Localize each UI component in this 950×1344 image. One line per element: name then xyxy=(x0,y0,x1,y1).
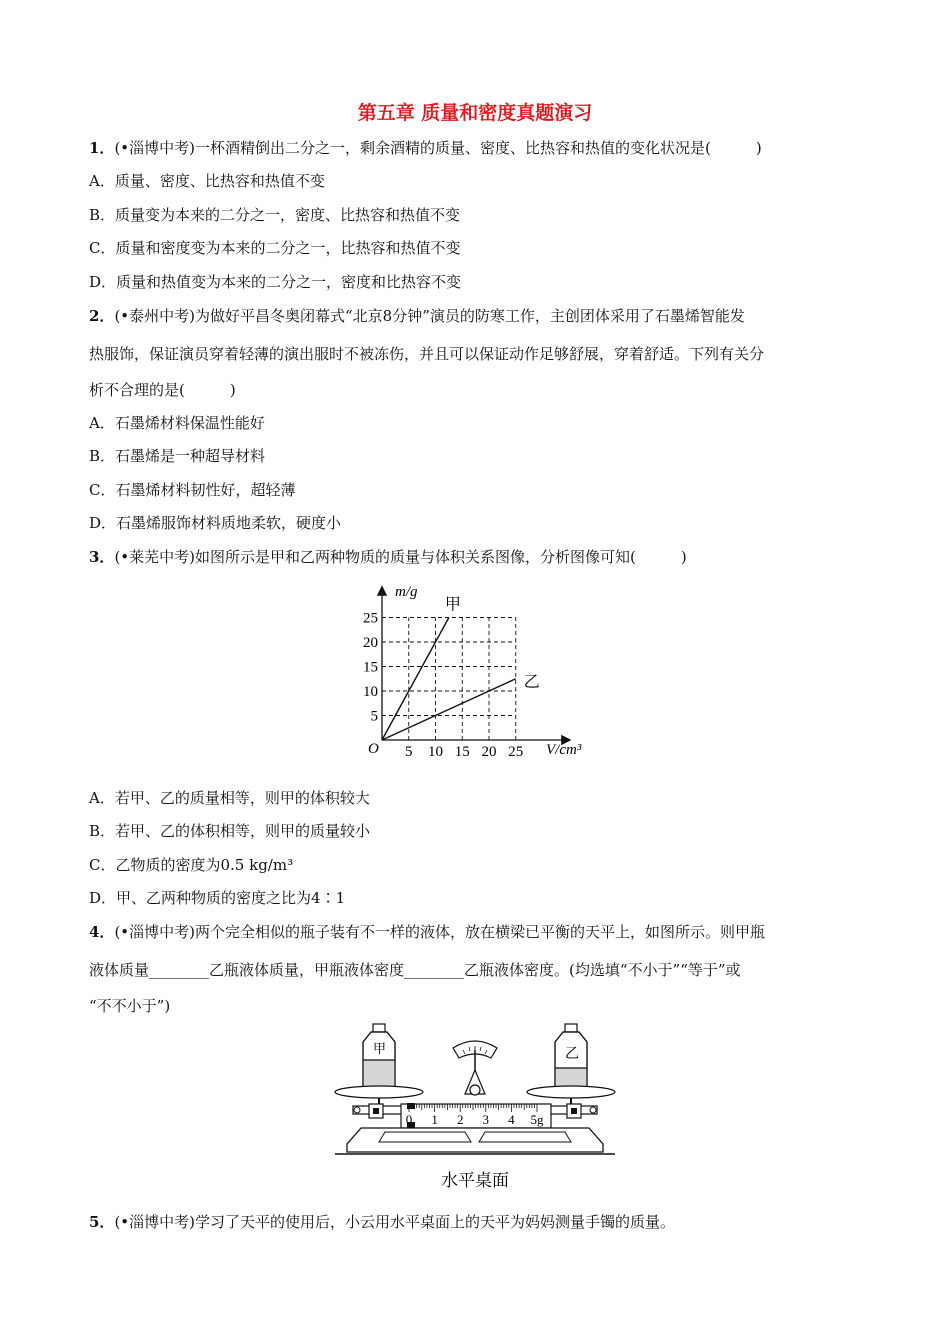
y-tick-label: 15 xyxy=(363,659,378,676)
stem-line: (•泰州中考)为做好平昌冬奥闭幕式“北京8分钟”演员的防寒工作，主创团体采用了石墨烯智能发 xyxy=(114,307,745,325)
left-bottle xyxy=(363,1024,395,1088)
stem-line: 析不合理的是( ) xyxy=(89,381,236,399)
option-a: A．若甲、乙的质量相等，则甲的体积较大 xyxy=(89,789,370,807)
left-bottle-label: 甲 xyxy=(373,1041,387,1056)
scale-label: 1 xyxy=(431,1112,438,1127)
option-a: A．石墨烯材料保温性能好 xyxy=(89,414,265,432)
stem-line: 液体质量________乙瓶液体质量，甲瓶液体密度________乙瓶液体密度。(均选填“不小于”“等于”或 xyxy=(89,961,741,979)
scale-ruler xyxy=(401,1104,551,1128)
stem-line: (•淄博中考)一杯酒精倒出二分之一，剩余酒精的质量、密度、比热容和热值的变化状况是( ) xyxy=(114,139,762,157)
page-title: 第五章 质量和密度真题演习 xyxy=(357,102,593,124)
y-tick-label: 20 xyxy=(363,635,378,651)
question-4-stem xyxy=(89,922,869,942)
question-number: 1． xyxy=(89,139,115,157)
chart-grid xyxy=(382,618,516,741)
right-bottle-label: 乙 xyxy=(565,1047,579,1062)
mass-volume-chart xyxy=(355,578,615,766)
option-c: C．乙物质的密度为0.5 kg/m³ xyxy=(89,856,294,874)
y-tick-label: 10 xyxy=(363,684,378,700)
scale-label: 3 xyxy=(482,1112,490,1127)
question-number: 3． xyxy=(89,548,115,566)
question-2-stem xyxy=(89,306,869,326)
question-number: 5． xyxy=(89,1213,115,1231)
x-tick-label: 10 xyxy=(428,744,443,760)
option-a: A．质量、密度、比热容和热值不变 xyxy=(89,172,325,190)
question-5-stem xyxy=(89,1212,869,1232)
right-pan xyxy=(527,1086,615,1098)
option-b: B．质量变为本来的二分之一，密度、比热容和热值不变 xyxy=(89,206,461,224)
option-c: C．石墨烯材料韧性好，超轻薄 xyxy=(89,481,296,499)
question-number: 2． xyxy=(89,307,115,325)
series-label: 甲 xyxy=(444,596,461,614)
y-tick-label: 25 xyxy=(363,610,378,627)
x-tick-label: 5 xyxy=(405,744,413,760)
origin-label: O xyxy=(368,741,379,757)
series-label: 乙 xyxy=(523,673,540,691)
balance-figure xyxy=(325,1020,625,1195)
x-tick-label: 25 xyxy=(508,744,524,760)
option-b: B．若甲、乙的体积相等，则甲的质量较小 xyxy=(89,822,371,840)
option-c: C．质量和密度变为本来的二分之一，比热容和热值不变 xyxy=(89,239,461,257)
stem-line: (•莱芜中考)如图所示是甲和乙两种物质的质量与体积关系图像，分析图像可知( ) xyxy=(114,548,687,566)
y-axis-label: m/g xyxy=(395,584,418,600)
option-d: D．质量和热值变为本来的二分之一，密度和比热容不变 xyxy=(89,273,462,291)
rider xyxy=(407,1103,415,1109)
y-tick-label: 5 xyxy=(370,708,378,725)
option-b: B．石墨烯是一种超导材料 xyxy=(89,447,266,465)
left-pan xyxy=(335,1086,423,1098)
x-axis-label: V/cm³ xyxy=(546,742,582,758)
scale-label: 0 xyxy=(405,1112,413,1127)
scale-label: 2 xyxy=(456,1112,464,1127)
question-1-stem xyxy=(89,138,869,158)
x-tick-label: 20 xyxy=(481,744,497,760)
series-line-yi xyxy=(382,679,516,740)
stem-line: (•淄博中考)学习了天平的使用后，小云用水平桌面上的天平为妈妈测量手镯的质量。 xyxy=(114,1213,675,1231)
stem-line: 热服饰，保证演员穿着轻薄的演出服时不被冻伤，并且可以保证动作足够舒展，穿着舒适。下列有关分 xyxy=(89,345,765,363)
stem-line: “不不小于”) xyxy=(89,997,171,1015)
scale-label: 5g xyxy=(530,1112,544,1127)
question-number: 4． xyxy=(89,923,115,941)
option-d: D．甲、乙两种物质的密度之比为4∶1 xyxy=(89,889,346,907)
stem-line: (•淄博中考)两个完全相似的瓶子装有不一样的液体，放在横梁已平衡的天平上，如图所示。则甲瓶 xyxy=(114,923,765,941)
option-d: D．石墨烯服饰材料质地柔软，硬度小 xyxy=(89,514,342,532)
x-tick-label: 15 xyxy=(454,744,470,760)
figure-caption: 水平桌面 xyxy=(441,1171,509,1190)
question-3-stem xyxy=(89,547,869,567)
series-line-jia xyxy=(382,618,449,741)
scale-label: 4 xyxy=(508,1112,515,1127)
